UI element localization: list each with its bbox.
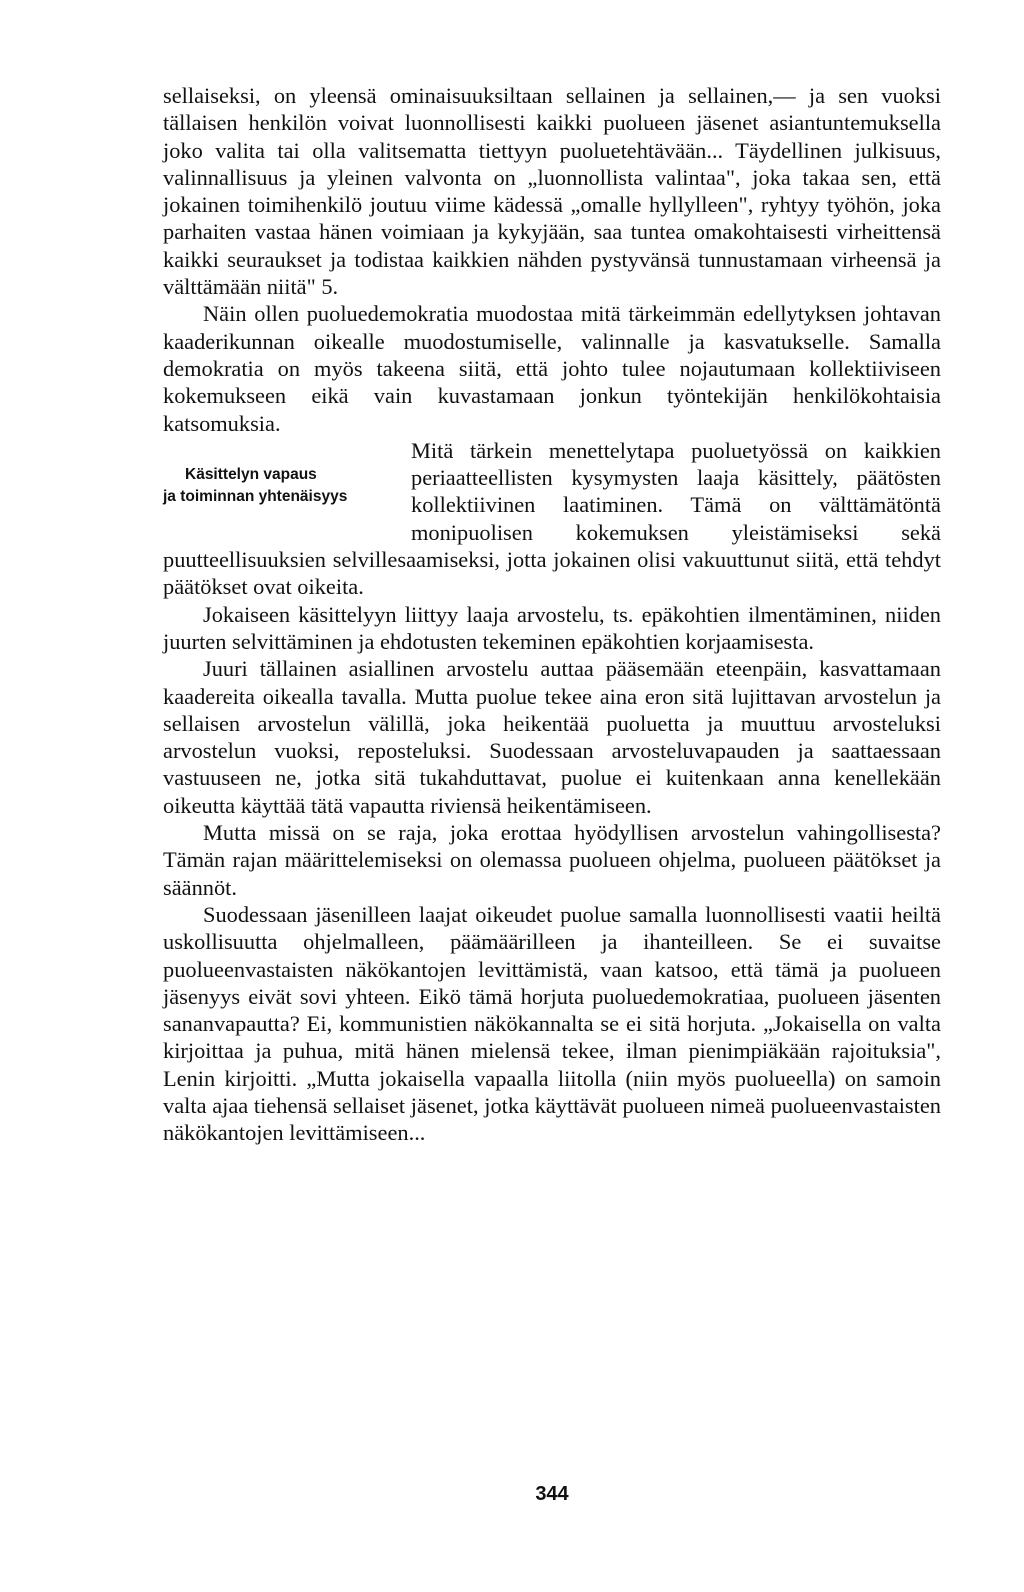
side-heading-line-1: Käsittelyn vapaus xyxy=(185,465,317,483)
paragraph-3: Mitä tärkein menettelytapa puoluetyössä on kaikkien periaatteellisten kysymysten laaja käsittely, päätösten kollektiivinen laatiminen. Tämä on välttämätöntä monipuolisen kokemuksen yleistämiseksi sekä puutteellisuuksien selvillesaamiseksi, jotta jokainen olisi vakuuttunut siitä, että tehdyt päätökset ovat oikeita. xyxy=(163,437,941,600)
section-with-side-heading xyxy=(163,437,941,601)
side-heading-line-2: ja toiminnan yhtenäisyys xyxy=(163,487,348,505)
paragraph-6: Mutta missä on se raja, joka erottaa hyödyllisen arvostelun vahingollisesta? Tämän rajan määrittelemiseksi on olemassa puolueen ohjelma, puolueen päätökset ja säännöt. xyxy=(163,820,941,900)
page-number: 344 xyxy=(535,1483,569,1505)
paragraph-7: Suodessaan jäsenilleen laajat oikeudet puolue samalla luonnollisesti vaatii heiltä uskollisuutta ohjelmalleen, päämäärilleen ja ihanteilleen. Se ei suvaitse puolueenvastaisten näkökantojen levittämistä, vaan katsoo, että tämä ja puolueen jäsenyys eivät sovi yhteen. Eikö tämä horjuta puoluedemokratiaa, puolueen jäsenten sananvapautta? Ei, kommunistien näkökannalta se ei sitä horjuta. „Jokaisella on valta kirjoittaa ja puhua, mitä hänen mielensä tekee, ilman pienimpiäkään rajoituksia", Lenin kirjoitti. „Mutta jokaisella vapaalla liitolla (niin myös puolueella) on samoin valta ajaa tiehensä sellaiset jäsenet, jotka käyttävät puolueen nimeä puolueenvastaisten näkökantojen levittämiseen... xyxy=(163,901,941,1146)
side-heading xyxy=(163,437,411,519)
paragraph-4: Jokaiseen käsittelyyn liittyy laaja arvostelu, ts. epäkohtien ilmentäminen, niiden juurten selvittäminen ja ehdotusten tekeminen epäkohtien korjaamisesta. xyxy=(163,601,941,654)
paragraph-1: sellaiseksi, on yleensä ominaisuuksiltaan sellainen ja sellainen,— ja sen vuoksi tällaisen henkilön voivat luonnollisesti kaikki puolueen jäsenet asiantuntemuksella joko valita tai olla valitsematta tiettyyn puoluetehtävään... Täydellinen julkisuus, valinnallisuus ja yleinen valvonta on „luonnollista valintaa", joka takaa sen, että jokainen toimihenkilö joutuu viime kädessä „omalle hyllylleen", ryhtyy työhön, joka parhaiten vastaa hänen voimiaan ja kykyjään, saa tuntea omakohtaisesti virheittensä kaikki seuraukset ja todistaa kaikkien nähden pystyvänsä tunnustamaan virheensä ja välttämään niitä" 5. xyxy=(163,83,941,300)
book-page xyxy=(163,82,941,1505)
paragraph-2: Näin ollen puoluedemokratia muodostaa mitä tärkeimmän edellytyksen johtavan kaaderikunnan oikealle muodostumiselle, valinnalle ja kasvatukselle. Samalla demokratia on myös takeena siitä, että johto tulee nojautumaan kollektiiviseen kokemukseen eikä vain kuvastamaan jonkun työntekijän henkilökohtaisia katsomuksia. xyxy=(163,301,941,436)
paragraph-5: Juuri tällainen asiallinen arvostelu auttaa pääsemään eteenpäin, kasvattamaan kaadereita oikealla tavalla. Mutta puolue tekee aina eron sitä lujittavan arvostelun ja sellaisen arvostelun välillä, joka heikentää puoluetta ja muuttuu arvosteluksi arvostelun vuoksi, reposteluksi. Suodessaan arvosteluvapauden ja saattaessaan vastuuseen ne, jotka sitä tukahduttavat, puolue ei kuitenkaan anna kenellekään oikeutta käyttää tätä vapautta riviensä heikentämiseen. xyxy=(163,656,941,818)
